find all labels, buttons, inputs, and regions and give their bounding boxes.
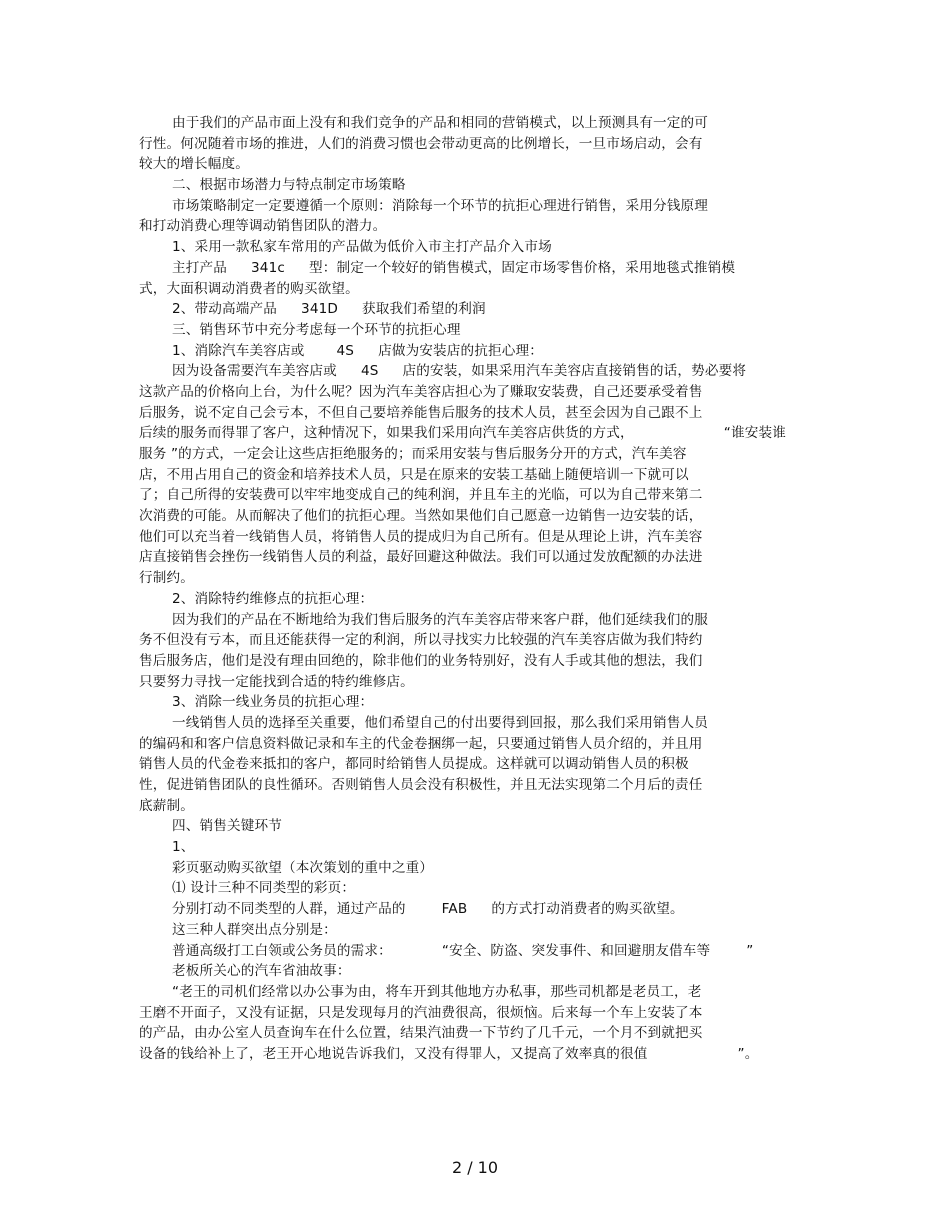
paragraph-line: 老板所关心的汽车省油故事： [172,963,351,980]
product-code: 341c [250,259,286,276]
paragraph-line [139,941,799,962]
paragraph-line: 售后服务店，他们是没有理由回绝的，除非他们的业务特别好，没有人手或其他的想法，我们 [139,652,703,669]
paragraph-line: 较大的增长幅度。 [139,156,249,173]
paragraph-line: 式，大面积调动消费者的购买欲望。 [139,280,359,297]
paragraph-line [139,1044,799,1065]
paragraph-line: 了；自己所得的安装费可以牢牢地变成自己的纯利润，并且车主的光临，可以为自己带来第二 [139,487,703,504]
text-fragment: 后续的服务而得罪了客户，这种情况下，如果我们采用向汽车美容店供货的方式， [139,425,634,442]
paragraph-line: 服务 ”的方式，一定会让这些店拒绝服务的；而采用安装与售后服务分开的方式，汽车美容 [139,446,687,462]
text-fragment: 1、消除汽车美容店或 [172,342,305,359]
paragraph-line [139,258,799,279]
subheading [139,341,799,362]
text-fragment: 店的安装，如果采用汽车美容店直接销售的话，势必要将 [402,363,747,380]
text-fragment: 普通高级打工白领或公务员的需求： [172,942,392,959]
text-fragment: 型：制定一个较好的销售模式，固定市场零售价格，采用地毯式推销模 [309,259,736,276]
paragraph-line: 务不但没有亏本，而且还能获得一定的利润，所以寻找实力比较强的汽车美容店做为我们特约 [139,632,703,649]
list-item: ⑴ 设计三种不同类型的彩页： [172,880,356,897]
text-fragment: “安全、防盗、突发事件、和回避朋友借车等 [441,942,711,959]
document-body [139,113,799,1065]
subheading: 2、消除特约维修点的抗拒心理： [172,590,374,607]
paragraph-line: 这三种人群突出点分别是： [172,921,337,938]
paragraph-line: 后服务，说不定自己会亏本，不但自己要培养能售后服务的技术人员，甚至会因为自己跟不上 [139,404,703,421]
paragraph-line: 因为我们的产品在不断地给为我们售后服务的汽车美容店带来客户群，他们延续我们的服 [172,611,709,628]
paragraph-line: 市场策略制定一定要遵循一个原则：消除每一个环节的抗拒心理进行销售，采用分钱原理 [172,197,709,214]
text-fragment: 获取我们希望的利润 [362,301,486,318]
paragraph-line: 和打动消费心理等调动销售团队的潜力。 [139,218,387,235]
paragraph-line: 销售人员的代金卷来抵扣的客户，都同时给销售人员提成。这样就可以调动销售人员的积极 [139,756,689,773]
paragraph-line: 次消费的可能。从而解决了他们的抗拒心理。当然如果他们自己愿意一边销售一边安装的话， [139,508,703,525]
text-fragment: 店做为安装店的抗拒心理： [378,342,544,359]
paragraph-line: 的产品，由办公室人员查询车在什么位置，结果汽油费一下节约了几千元，一个月不到就把买 [139,1025,703,1042]
subheading [139,299,799,320]
paragraph-line: 行性。何况随着市场的推进，人们的消费习惯也会带动更高的比例增长，一旦市场启动，会有 [139,135,703,152]
text-fragment: ”。 [737,1045,759,1062]
paragraph-line: 只要努力寻找一定能找到合适的特约维修店。 [139,673,414,690]
section-heading: 四、销售关键环节 [172,818,282,835]
text-fragment: ” [746,942,754,959]
subheading: 3、消除一线业务员的抗拒心理： [172,694,374,711]
paragraph-line: “老王的司机们经常以办公事为由，将车开到其他地方办私事，那些司机都是老员工，老 [172,983,702,1000]
subheading: 彩页驱动购买欲望（本次策划的重中之重） [172,859,434,876]
product-code: 341D [301,301,339,318]
paragraph-line: 一线销售人员的选择至关重要，他们希望自己的付出要得到回报，那么我们采用销售人员 [172,714,709,731]
section-heading: 三、销售环节中充分考虑每一个环节的抗拒心理 [172,321,461,338]
paragraph-line [139,361,799,382]
paragraph-line [139,899,799,920]
text-fragment: 4S [360,363,379,380]
text-fragment: 4S [336,342,355,359]
paragraph-line: 店，不用占用自己的资金和培养技术人员，只是在原来的安装工基础上随便培训一下就可以 [139,466,689,483]
paragraph-line: 店直接销售会挫伤一线销售人员的利益，最好回避这种做法。我们可以通过发放配额的办法进 [139,549,703,566]
paragraph-line: 这款产品的价格向上台，为什么呢？因为汽车美容店担心为了赚取安装费，自己还要承受着售 [139,383,703,400]
paragraph-line: 他们可以充当着一线销售人员，将销售人员的提成归为自己所有。但是从理论上讲，汽车美容 [139,528,703,545]
paragraph-line: 性，促进销售团队的良性循环。否则销售人员会没有积极性，并且无法实现第二个月后的责任 [139,777,703,793]
text-fragment: 的方式打动消费者的购买欲望。 [491,901,684,918]
text-fragment: 设备的钱给补上了，老王开心地说告诉我们，又没有得罪人，又提高了效率真的很值 [139,1045,648,1062]
text-fragment: FAB [441,901,468,918]
text-fragment: 主打产品 [172,259,227,276]
paragraph-line [139,423,799,444]
paragraph-line: 底薪制。 [139,797,194,814]
paragraph-line: 行制约。 [139,570,194,587]
text-fragment: “谁安装谁 [723,425,786,442]
paragraph-line: 的编码和和客户信息资料做记录和车主的代金卷捆绑一起，只要通过销售人员介绍的，并且用 [139,735,703,752]
paragraph-line: 王磨不开面子，又没有证据，只是发现每月的汽油费很高，很烦恼。后来每一个车上安装了本 [139,1004,703,1021]
text-fragment: 因为设备需要汽车美容店或 [172,363,337,380]
page-number: 2 / 10 [451,1158,499,1177]
text-fragment: 2、带动高端产品 [172,301,278,318]
paragraph-line: 由于我们的产品市面上没有和我们竞争的产品和相同的营销模式，以上预测具有一定的可 [172,115,709,131]
text-fragment: 分别打动不同类型的人群，通过产品的 [172,901,406,918]
subheading: 1、 [172,839,195,856]
subheading: 1、采用一款私家车常用的产品做为低价入市主打产品介入市场 [172,239,552,256]
section-heading: 二、根据市场潜力与特点制定市场策略 [172,177,406,194]
